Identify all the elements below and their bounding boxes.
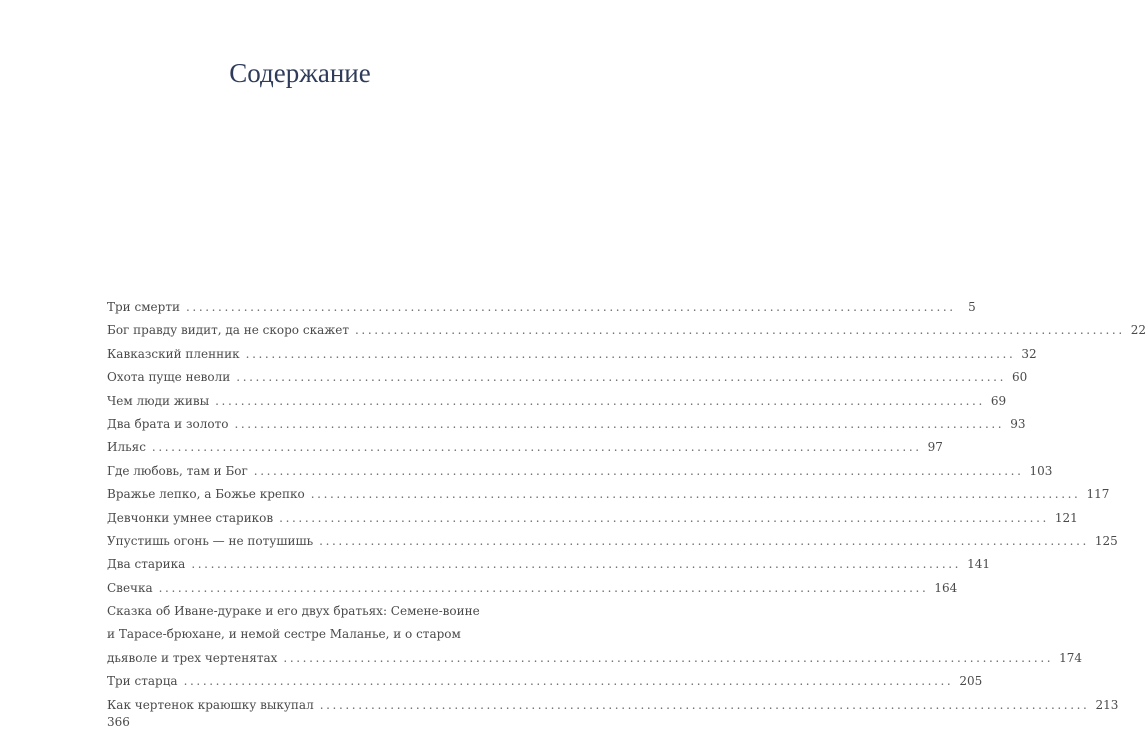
- toc-entry-title: Бог правду видит, да не скоро скажет: [107, 323, 349, 338]
- dot-leader: ........................................................................................................................: [279, 510, 1049, 525]
- table-of-contents: [107, 298, 1146, 719]
- toc-entry[interactable]: [107, 415, 1026, 438]
- toc-entry-title: Вражье лепко, а Божье крепко: [107, 487, 305, 502]
- toc-entry[interactable]: [107, 579, 958, 602]
- dot-leader: ........................................................................................................................: [319, 697, 1090, 712]
- toc-entry-title: Ильяс: [107, 440, 146, 455]
- toc-entry[interactable]: [107, 696, 1119, 719]
- toc-entry[interactable]: [107, 345, 1037, 368]
- toc-entry-title: Два брата и золото: [107, 416, 229, 431]
- toc-entry[interactable]: [107, 392, 1007, 415]
- toc-page-number: 125: [1094, 533, 1118, 548]
- toc-entry-title: Свечка: [107, 580, 153, 595]
- toc-page-number: 93: [1010, 416, 1026, 431]
- dot-leader: ........................................................................................................................: [310, 487, 1081, 502]
- toc-page-number: 69: [990, 393, 1007, 408]
- toc-page-number: 97: [927, 440, 943, 455]
- dot-leader: ........................................................................................................................: [236, 370, 1007, 385]
- toc-page-number: 121: [1054, 510, 1078, 525]
- dot-leader: ........................................................................................................................: [283, 650, 1054, 665]
- toc-page-number: 5: [968, 300, 976, 314]
- toc-page-number: 60: [1012, 370, 1028, 385]
- toc-entry-title: Упустишь огонь — не потушишь: [107, 533, 314, 548]
- dot-leader: ........................................................................................................................: [215, 393, 985, 408]
- dot-leader: ........................................................................................................................: [253, 463, 1024, 478]
- toc-entry-line: дьяволе и трех чертенятах: [107, 650, 278, 665]
- toc-entry-title: Чем люди живы: [107, 393, 210, 408]
- dot-leader: ........................................................................................................................: [319, 533, 1089, 548]
- toc-page-number: 213: [1095, 697, 1119, 712]
- toc-entry[interactable]: [107, 438, 943, 461]
- toc-entry-title: Три смерти: [107, 300, 180, 314]
- toc-page-number: 103: [1029, 463, 1053, 478]
- dot-leader: ........................................................................................................................: [183, 674, 954, 689]
- dot-leader: ........................................................................................................................: [151, 440, 922, 455]
- toc-entry-title: Два старика: [107, 557, 186, 572]
- dot-leader: ........................................................................................................................: [158, 580, 929, 595]
- dot-leader: ........................................................................................................................: [355, 323, 1125, 338]
- toc-entry[interactable]: [107, 321, 1146, 344]
- toc-page-number: 117: [1086, 487, 1110, 502]
- toc-page-number: 141: [967, 557, 990, 572]
- toc-page-number: 174: [1059, 650, 1083, 665]
- toc-entry[interactable]: [107, 298, 976, 321]
- toc-entry[interactable]: [107, 532, 1118, 555]
- toc-page-number: 164: [934, 580, 958, 595]
- toc-page-number: 22: [1130, 323, 1146, 338]
- toc-entry[interactable]: [107, 602, 1083, 672]
- toc-entry[interactable]: [107, 509, 1078, 532]
- toc-entry-line: Сказка об Иване-дураке и его двух братьях: Семене-воине: [107, 604, 480, 619]
- toc-entry[interactable]: [107, 485, 1110, 508]
- toc-entry-title: Кавказский пленник: [107, 346, 240, 361]
- toc-entry-title: Где любовь, там и Бог: [107, 463, 248, 478]
- toc-entry[interactable]: [107, 462, 1053, 485]
- toc-entry-line: и Тарасе-брюхане, и немой сестре Маланье, и о старом: [107, 627, 461, 642]
- toc-entry[interactable]: [107, 368, 1028, 391]
- toc-entry-title: Девчонки умнее стариков: [107, 510, 274, 525]
- page-number: 366: [107, 715, 130, 729]
- dot-leader: ........................................................................................................................: [185, 300, 956, 314]
- dot-leader: ........................................................................................................................: [245, 346, 1016, 361]
- dot-leader: ........................................................................................................................: [234, 416, 1005, 431]
- toc-entry-title: Как чертенок краюшку выкупал: [107, 697, 314, 712]
- dot-leader: ........................................................................................................................: [191, 557, 962, 572]
- page-title: Содержание: [229, 58, 371, 88]
- toc-page-number: 205: [959, 674, 983, 689]
- toc-entry-title: Три старца: [107, 674, 178, 689]
- toc-page-number: 32: [1021, 346, 1037, 361]
- toc-entry-title: Охота пуще неволи: [107, 370, 231, 385]
- toc-entry[interactable]: [107, 672, 983, 695]
- toc-entry[interactable]: [107, 555, 990, 578]
